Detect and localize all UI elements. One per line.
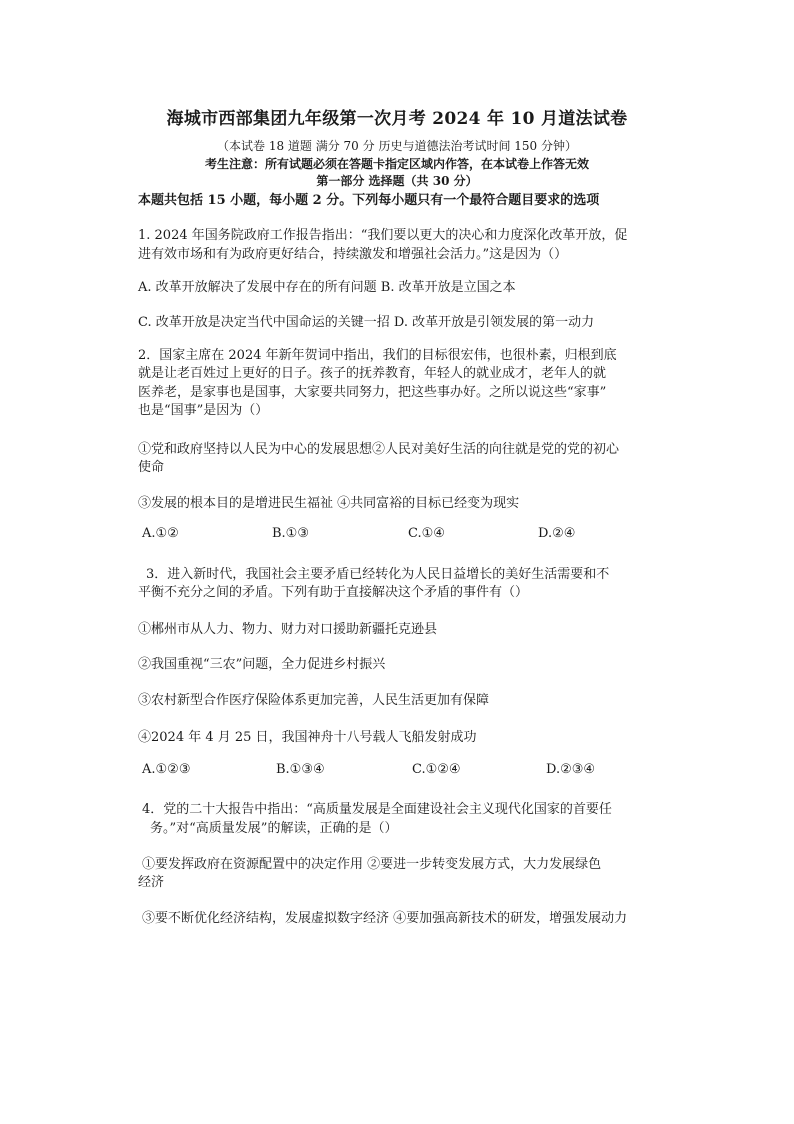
q3-item-line: ②我国重视“三农”问题，全力促进乡村振兴 [138, 657, 386, 672]
q2-item-line: ③发展的根本目的是增进民生福祉 ④共同富裕的目标已经变为现实 [138, 496, 520, 511]
q2-item-line: 使命 [138, 460, 165, 475]
section-instruction: 本题共包括 15 小题，每小题 2 分。下列每小题只有一个最符合题目要求的选项 [138, 193, 600, 208]
choice-c: C.①②④ [412, 762, 461, 777]
exam-info: （本试卷 18 道题 满分 70 分 历史与道德法治考试时间 150 分钟） [217, 139, 577, 153]
choice-b: B.①③ [272, 526, 309, 541]
choice-d: D.②③④ [546, 762, 596, 777]
q2-stem-line: 2．国家主席在 2024 年新年贺词中指出，我们的目标很宏伟，也很朴素，归根到底 [138, 348, 617, 363]
q1-option-line: C. 改革开放是决定当代中国命运的关键一招 D. 改革开放是引领发展的第一动力 [138, 315, 595, 330]
q3-item-line: ③农村新型合作医疗保险体系更加完善，人民生活更加有保障 [138, 693, 490, 708]
q2-stem-line: 也是“国事”是因为（） [138, 403, 269, 418]
q1-option-line: A. 改革开放解决了发展中存在的所有问题 B. 改革开放是立国之本 [138, 280, 516, 295]
q2-stem-line: 就是让老百姓过上更好的日子。孩子的抚养教育，年轻人的就业成才，老年人的就 [138, 366, 607, 381]
q1-stem-line: 1. 2024 年国务院政府工作报告指出：“我们要以更大的决心和力度深化改革开放，促 [138, 228, 628, 243]
choice-a: A.①②③ [142, 762, 191, 777]
q3-item-line: ①郴州市从人力、物力、财力对口援助新疆托克逊县 [138, 622, 438, 637]
q4-stem-line: 4．党的二十大报告中指出：“高质量发展是全面建设社会主义现代化国家的首要任 [142, 802, 612, 817]
choice-b: B.①③④ [276, 762, 325, 777]
q4-stem-line: 务。”对“高质量发展”的解读，正确的是（） [150, 821, 398, 836]
q2-item-line: ①党和政府坚持以人民为中心的发展思想②人民对美好生活的向往就是党的党的初心 [138, 442, 620, 457]
exam-notice: 考生注意：所有试题必须在答题卡指定区域内作答，在本试卷上作答无效 [204, 157, 589, 171]
q2-stem-line: 医养老，是家事也是国事，大家要共同努力，把这些事办好。之所以说这些“家事” [138, 385, 607, 400]
q1-stem-line: 进有效市场和有为政府更好结合，持续激发和增强社会活力。”这是因为（） [138, 247, 568, 262]
q4-item-line: ③要不断优化经济结构，发展虚拟数字经济 ④要加强高新技术的研发，增强发展动力 [142, 911, 628, 926]
choice-d: D.②④ [538, 526, 576, 541]
choice-a: A.①② [142, 526, 179, 541]
q4-item-line: ①要发挥政府在资源配置中的决定作用 ②要进一步转变发展方式，大力发展绿色 [142, 857, 602, 872]
q3-stem-line: 3．进入新时代，我国社会主要矛盾已经转化为人民日益增长的美好生活需要和不 [146, 567, 610, 582]
q4-item-line: 经济 [138, 875, 165, 890]
exam-title: 海城市西部集团九年级第一次月考 2024 年 10 月道法试卷 [166, 109, 628, 129]
q3-item-line: ④2024 年 4 月 25 日，我国神舟十八号载人飞船发射成功 [138, 730, 477, 745]
part-heading: 第一部分 选择题（共 30 分） [316, 174, 478, 188]
q3-stem-line: 平衡不充分之间的矛盾。下列有助于直接解决这个矛盾的事件有（） [138, 585, 529, 600]
choice-c: C.①④ [408, 526, 445, 541]
